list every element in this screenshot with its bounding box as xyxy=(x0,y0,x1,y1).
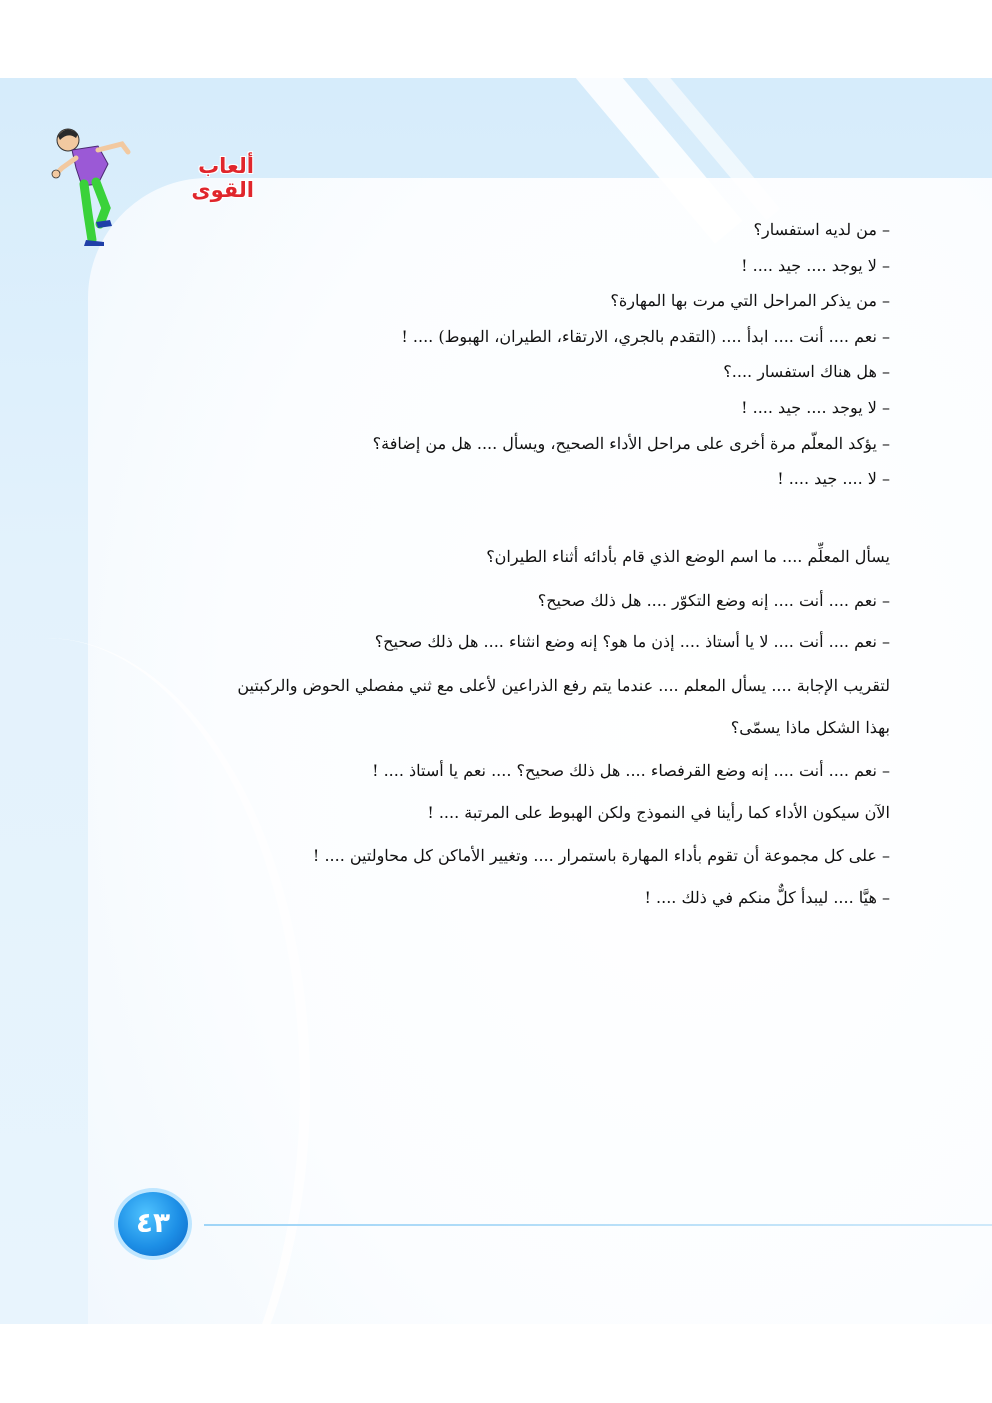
text-line: – على كل مجموعة أن تقوم بأداء المهارة باستمرار .... وتغيير الأماكن كل محاولتين .... ! xyxy=(312,846,890,865)
text-line: – من لديه استفسار؟ xyxy=(753,220,890,239)
text-line: – من يذكر المراحل التي مرت بها المهارة؟ xyxy=(610,291,890,310)
text-line: – نعم .... أنت .... ابدأ .... (التقدم بالجري، الارتقاء، الطيران، الهبوط) .... ! xyxy=(401,327,890,346)
text-line: لتقريب الإجابة .... يسأل المعلم .... عندما يتم رفع الذراعين لأعلى مع ثني مفصلي الحوض والركبتين xyxy=(237,676,890,695)
section-title: ألعاب القوى xyxy=(191,154,254,202)
text-line: – لا يوجد .... جيد .... ! xyxy=(741,256,890,275)
text-line: – هيَّا .... ليبدأ كلٌّ منكم في ذلك .... ! xyxy=(644,888,890,907)
runner-icon xyxy=(48,124,132,248)
text-line: – نعم .... أنت .... إنه وضع التكوّر .... هل ذلك صحيح؟ xyxy=(537,591,890,610)
text-line: – هل هناك استفسار ....؟ xyxy=(723,362,890,381)
footer-divider xyxy=(204,1224,992,1226)
text-line: – لا .... جيد .... ! xyxy=(777,469,890,488)
text-line: – نعم .... أنت .... لا يا أستاذ .... إذن ما هو؟ إنه وضع انثناء .... هل ذلك صحيح؟ xyxy=(374,632,890,651)
text-line: – لا يوجد .... جيد .... ! xyxy=(741,398,890,417)
text-line: بهذا الشكل ماذا يسمّى؟ xyxy=(730,718,890,737)
text-line: – يؤكد المعلّم مرة أخرى على مراحل الأداء الصحيح، ويسأل .... هل من إضافة؟ xyxy=(372,434,890,453)
text-line: الآن سيكون الأداء كما رأينا في النموذج ولكن الهبوط على المرتبة .... ! xyxy=(427,803,890,822)
text-line: – نعم .... أنت .... إنه وضع القرفصاء .... هل ذلك صحيح؟ .... نعم يا أستاذ .... ! xyxy=(372,761,890,780)
page-number-badge: ٤٣ xyxy=(118,1192,188,1256)
text-line: يسأل المعلِّم .... ما اسم الوضع الذي قام بأدائه أثناء الطيران؟ xyxy=(486,547,890,566)
